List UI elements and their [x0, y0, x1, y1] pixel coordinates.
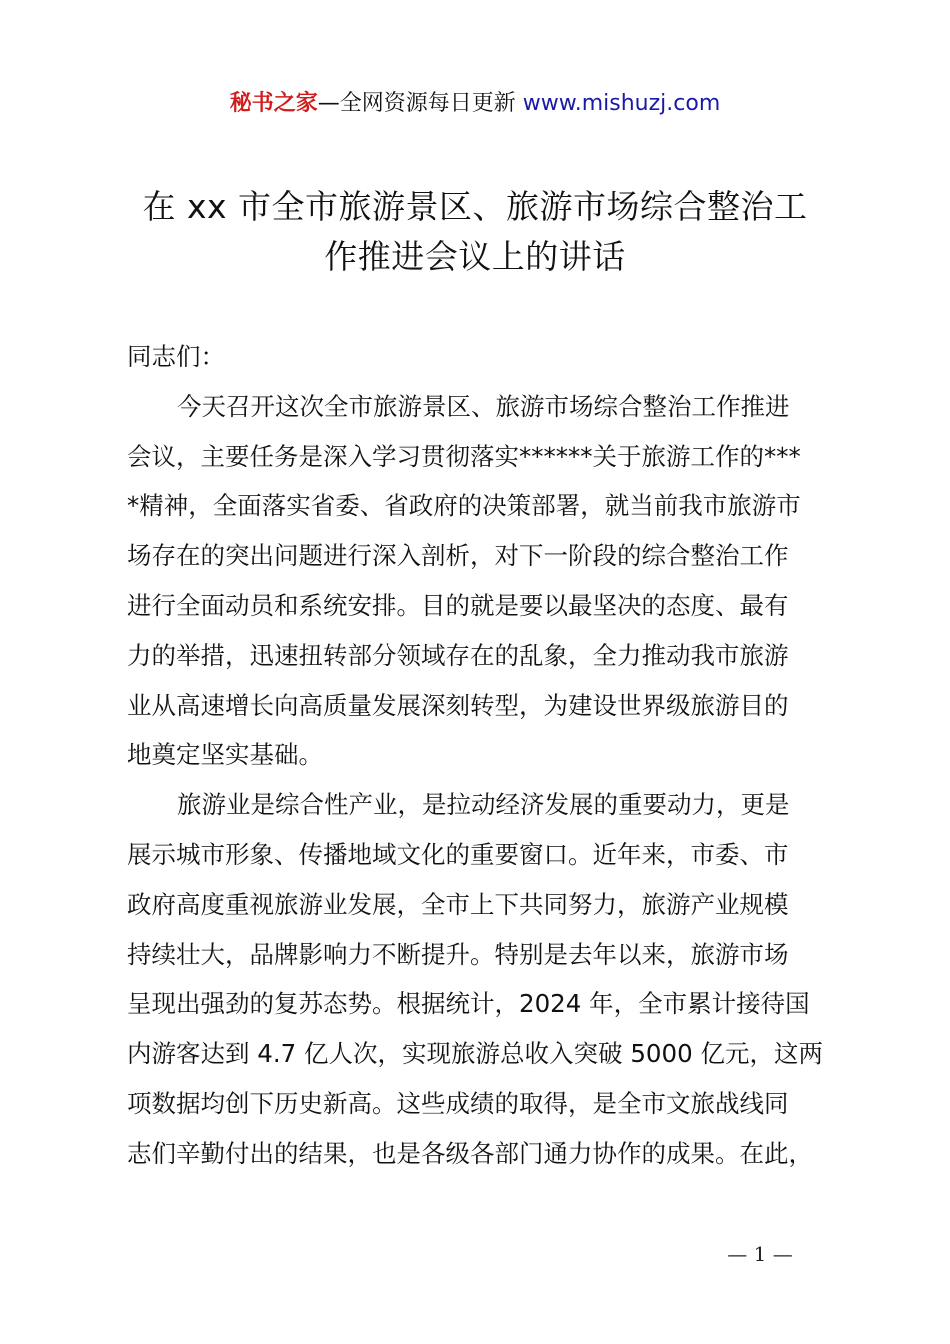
paragraph-line: 场存在的突出问题进行深入剖析，对下一阶段的综合整治工作: [127, 541, 789, 571]
paragraph-line: 今天召开这次全市旅游景区、旅游市场综合整治工作推进: [177, 391, 790, 421]
site-brand: 秘书之家: [229, 91, 318, 116]
paragraph-line: 呈现出强劲的复苏态势。根据统计，2024 年，全市累计接待国: [127, 989, 810, 1019]
paragraph-line: 地奠定坚实基础。: [127, 740, 323, 770]
salutation: [127, 332, 837, 382]
title-line-1: 在 xx 市全市旅游景区、旅游市场综合整治工: [142, 187, 808, 226]
document-body: [127, 332, 837, 1179]
document-title: [110, 182, 840, 282]
page-number: — 1 —: [727, 1242, 793, 1266]
paragraph-line: 旅游业是综合性产业，是拉动经济发展的重要动力，更是: [177, 790, 790, 820]
salutation-text: 同志们：: [127, 342, 225, 371]
site-slogan: —全网资源每日更新: [317, 91, 523, 116]
title-line-2: 作推进会议上的讲话: [324, 237, 626, 276]
paragraph-line: 业从高速增长向高质量发展深刻转型，为建设世界级旅游目的: [127, 690, 789, 720]
paragraph-2: [127, 780, 837, 1178]
paragraph-line: 项数据均创下历史新高。这些成绩的取得，是全市文旅战线同: [127, 1088, 789, 1118]
paragraph-line: 力的举措，迅速扭转部分领域存在的乱象，全力推动我市旅游: [127, 640, 789, 670]
paragraph-line: 志们辛勤付出的结果，也是各级各部门通力协作的成果。在此，: [127, 1138, 813, 1168]
paragraph-line: 政府高度重视旅游业发展，全市上下共同努力，旅游产业规模: [127, 889, 789, 919]
site-header: [0, 84, 950, 124]
paragraph-line: 内游客达到 4.7 亿人次，实现旅游总收入突破 5000 亿元，这两: [127, 1039, 823, 1069]
paragraph-line: 展示城市形象、传播地域文化的重要窗口。近年来，市委、市: [127, 839, 789, 869]
paragraph-line: 持续壮大，品牌影响力不断提升。特别是去年以来，旅游市场: [127, 939, 789, 969]
site-url[interactable]: www.mishuzj.com: [522, 91, 721, 116]
paragraph-line: 进行全面动员和系统安排。目的就是要以最坚决的态度、最有: [127, 590, 789, 620]
paragraph-line: 会议，主要任务是深入学习贯彻落实******关于旅游工作的***: [127, 441, 801, 471]
paragraph-1: [127, 382, 837, 780]
paragraph-line: *精神，全面落实省委、省政府的决策部署，就当前我市旅游市: [127, 491, 801, 521]
